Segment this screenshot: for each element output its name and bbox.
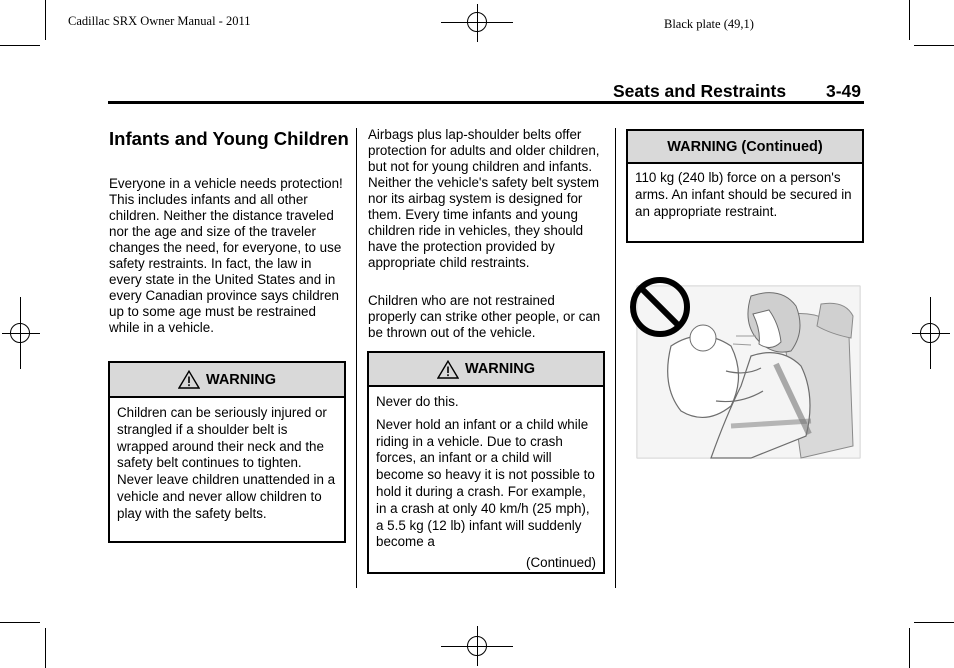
crop-mark [909, 628, 910, 668]
warning-text: Never hold an infant or a child while riding in a vehicle. Due to crash forces, an infant or a child will become so heavy it is not possible to hold it during a crash. For example, in a crash at only 40 km/h (25 mph), a 5.5 kg (12 lb) infant will suddenly become a [376, 416, 595, 550]
warning-text: Children can be seriously injured or strangled if a shoulder belt is wrapped around their neck and the safety belt continues to tighten. Never leave children unattended in a vehicle and never allow children to play with the safety belts. [117, 405, 336, 521]
registration-mark [912, 333, 950, 334]
section-title: Infants and Young Children [109, 128, 349, 149]
header-rule [108, 101, 864, 104]
unrestrained-paragraph: Children who are not restrained properly can strike other people, or can be thrown out of the vehicle. [368, 293, 601, 340]
registration-mark [477, 4, 478, 42]
column-divider [615, 128, 616, 588]
continued-label: (Continued) [526, 555, 596, 571]
warning-body [369, 387, 603, 572]
manual-title: Cadillac SRX Owner Manual - 2011 [68, 14, 251, 28]
registration-mark [2, 333, 40, 334]
registration-mark [477, 626, 478, 666]
crop-mark [45, 628, 46, 668]
crop-mark [909, 0, 910, 40]
warning-header [369, 353, 603, 387]
prohibited-icon [629, 276, 691, 338]
page-number: 3-49 [826, 81, 862, 101]
warning-text: 110 kg (240 lb) force on a person's arms. An infant should be secured in an appropriate restraint. [635, 170, 852, 219]
warning-body [110, 398, 344, 523]
warning-line: Never do this. [376, 394, 459, 409]
warning-body [628, 164, 862, 220]
warning-box [367, 351, 605, 574]
airbags-paragraph: Airbags plus lap-shoulder belts offer protection for adults and older children, but not for young children and infants. Neither the vehicle's safety belt system nor its airbag system is designed for them. Every time infants and young children ride in vehicles, they should have the protection provided by appropriate child restraints. [368, 127, 600, 270]
crop-mark [914, 622, 954, 623]
warning-label: WARNING (Continued) [667, 138, 823, 155]
crop-mark [914, 45, 954, 46]
warning-header [110, 363, 344, 398]
column-divider [356, 128, 357, 588]
registration-mark [930, 297, 931, 369]
warning-label: WARNING [205, 371, 277, 388]
warning-triangle-icon [178, 370, 200, 389]
warning-header [628, 131, 862, 164]
plate-label: Black plate (49,1) [664, 17, 754, 31]
warning-continued-box [626, 129, 864, 243]
intro-paragraph: Everyone in a vehicle needs protection! This includes infants and all other children. Neither the distance traveled nor the age and size of the traveler changes the need, for everyone, to use safety restraints. In fact, the law in every state in the United States and in every Canadian province says children up to some age must be restrained while in a vehicle. [109, 176, 343, 335]
warning-label: WARNING [464, 361, 536, 377]
warning-triangle-icon [437, 360, 459, 379]
registration-mark [20, 297, 21, 369]
crop-mark [45, 0, 46, 40]
warning-box [108, 361, 346, 543]
crop-mark [0, 622, 40, 623]
section-header: Seats and Restraints [613, 81, 787, 101]
crop-mark [0, 45, 40, 46]
